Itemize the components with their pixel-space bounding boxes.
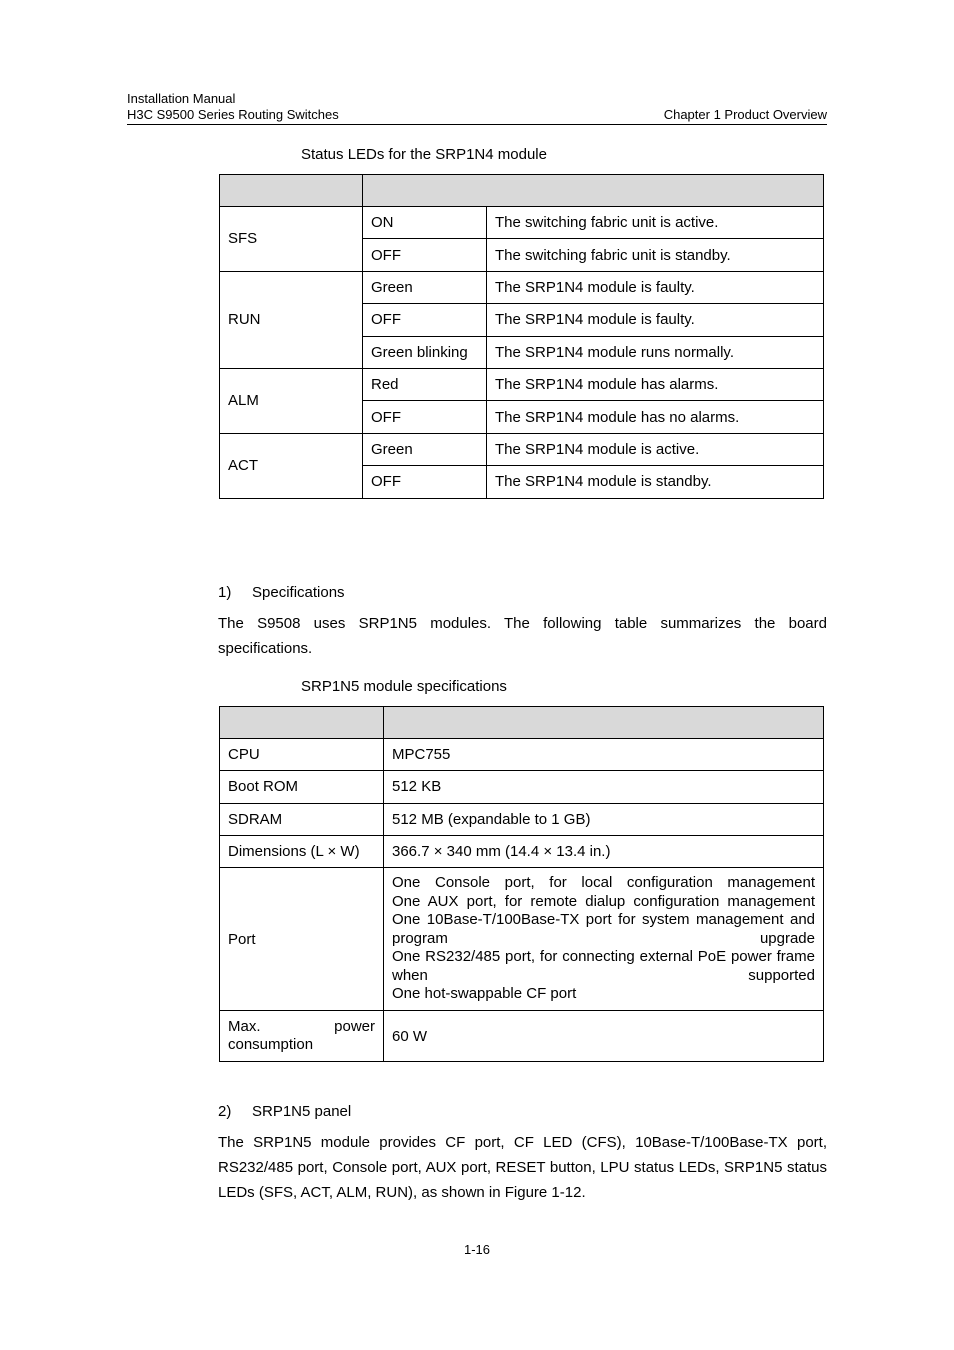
spec-item-cell: Dimensions (L × W) <box>220 835 384 867</box>
led-status-cell: Green <box>363 271 487 303</box>
table-header-row <box>220 175 824 207</box>
table-row <box>220 1011 824 1062</box>
led-status-cell: OFF <box>363 466 487 498</box>
led-description-cell: The SRP1N4 module is active. <box>487 433 824 465</box>
spec-value-cell: MPC755 <box>384 739 824 771</box>
spec-item-cell: Max. power consumption <box>220 1011 384 1062</box>
led-name-cell: ALM <box>220 368 363 433</box>
led-status-cell: ON <box>363 207 487 239</box>
table-header-cell <box>220 175 363 207</box>
table-header-cell <box>384 707 824 739</box>
section2-paragraph: The SRP1N5 module provides CF port, CF LED (CFS), 10Base-T/100Base-TX port, RS232/485 port, Console port, AUX port, RESET button, LPU status LEDs, SRP1N5 status LEDs (SFS, ACT, ALM, RUN), as shown in Figure 1-12. <box>218 1134 827 1201</box>
table-row <box>220 271 824 303</box>
spec-item-cell: Port <box>220 868 384 1011</box>
table-row <box>220 835 824 867</box>
spec-value-cell: 512 KB <box>384 771 824 803</box>
led-description-cell: The SRP1N4 module is faulty. <box>487 271 824 303</box>
led-description-cell: The SRP1N4 module is faulty. <box>487 304 824 336</box>
port-line: One RS232/485 port, for connecting external PoE power frame when supported <box>392 948 815 984</box>
port-line: One 10Base-T/100Base-TX port for system management and program upgrade <box>392 911 815 947</box>
led-status-cell: Red <box>363 368 487 400</box>
header-product-name: H3C S9500 Series Routing Switches <box>127 107 339 122</box>
led-status-cell: OFF <box>363 401 487 433</box>
led-status-cell: OFF <box>363 304 487 336</box>
spec-item-cell: SDRAM <box>220 803 384 835</box>
table-header-cell <box>220 707 384 739</box>
table-row <box>220 433 824 465</box>
port-line: One hot-swappable CF port <box>392 985 577 1003</box>
table-row <box>220 739 824 771</box>
srp1n4-led-table <box>219 174 824 499</box>
table-row <box>220 868 824 1011</box>
table-row <box>220 771 824 803</box>
led-description-cell: The SRP1N4 module is standby. <box>487 466 824 498</box>
spec-value-cell: 366.7 × 340 mm (14.4 × 13.4 in.) <box>384 835 824 867</box>
srp1n5-spec-table <box>219 706 824 1062</box>
spec-value-cell <box>384 868 824 1011</box>
table-row <box>220 207 824 239</box>
table2-caption: SRP1N5 module specifications <box>301 678 507 695</box>
led-status-cell: OFF <box>363 239 487 271</box>
page-number: 1-16 <box>463 1242 491 1257</box>
led-description-cell: The SRP1N4 module has no alarms. <box>487 401 824 433</box>
table1-caption: Status LEDs for the SRP1N4 module <box>301 146 547 163</box>
header-chapter: Chapter 1 Product Overview <box>663 107 827 122</box>
header-manual-title: Installation Manual <box>127 91 236 106</box>
table-header-cell <box>363 175 824 207</box>
led-name-cell: SFS <box>220 207 363 272</box>
spec-item-cell: CPU <box>220 739 384 771</box>
led-description-cell: The SRP1N4 module runs normally. <box>487 336 824 368</box>
led-description-cell: The switching fabric unit is standby. <box>487 239 824 271</box>
port-line: One Console port, for local configuration management <box>392 874 815 892</box>
port-line: One AUX port, for remote dialup configuration management <box>392 892 815 910</box>
section1-number: 1) <box>218 584 232 601</box>
spec-value-cell: 512 MB (expandable to 1 GB) <box>384 803 824 835</box>
section1-paragraph: The S9508 uses SRP1N5 modules. The following table summarizes the board specifications. <box>218 615 827 657</box>
table-row <box>220 803 824 835</box>
led-status-cell: Green blinking <box>363 336 487 368</box>
led-name-cell: ACT <box>220 433 363 498</box>
led-name-cell: RUN <box>220 271 363 368</box>
section2-title: SRP1N5 panel <box>252 1103 352 1120</box>
spec-value-cell: 60 W <box>384 1011 824 1062</box>
section1-title: Specifications <box>252 584 345 601</box>
table-row <box>220 368 824 400</box>
table-header-row <box>220 707 824 739</box>
led-description-cell: The SRP1N4 module has alarms. <box>487 368 824 400</box>
header-divider <box>127 124 827 125</box>
section2-number: 2) <box>218 1103 232 1120</box>
spec-item-cell: Boot ROM <box>220 771 384 803</box>
led-description-cell: The switching fabric unit is active. <box>487 207 824 239</box>
led-status-cell: Green <box>363 433 487 465</box>
